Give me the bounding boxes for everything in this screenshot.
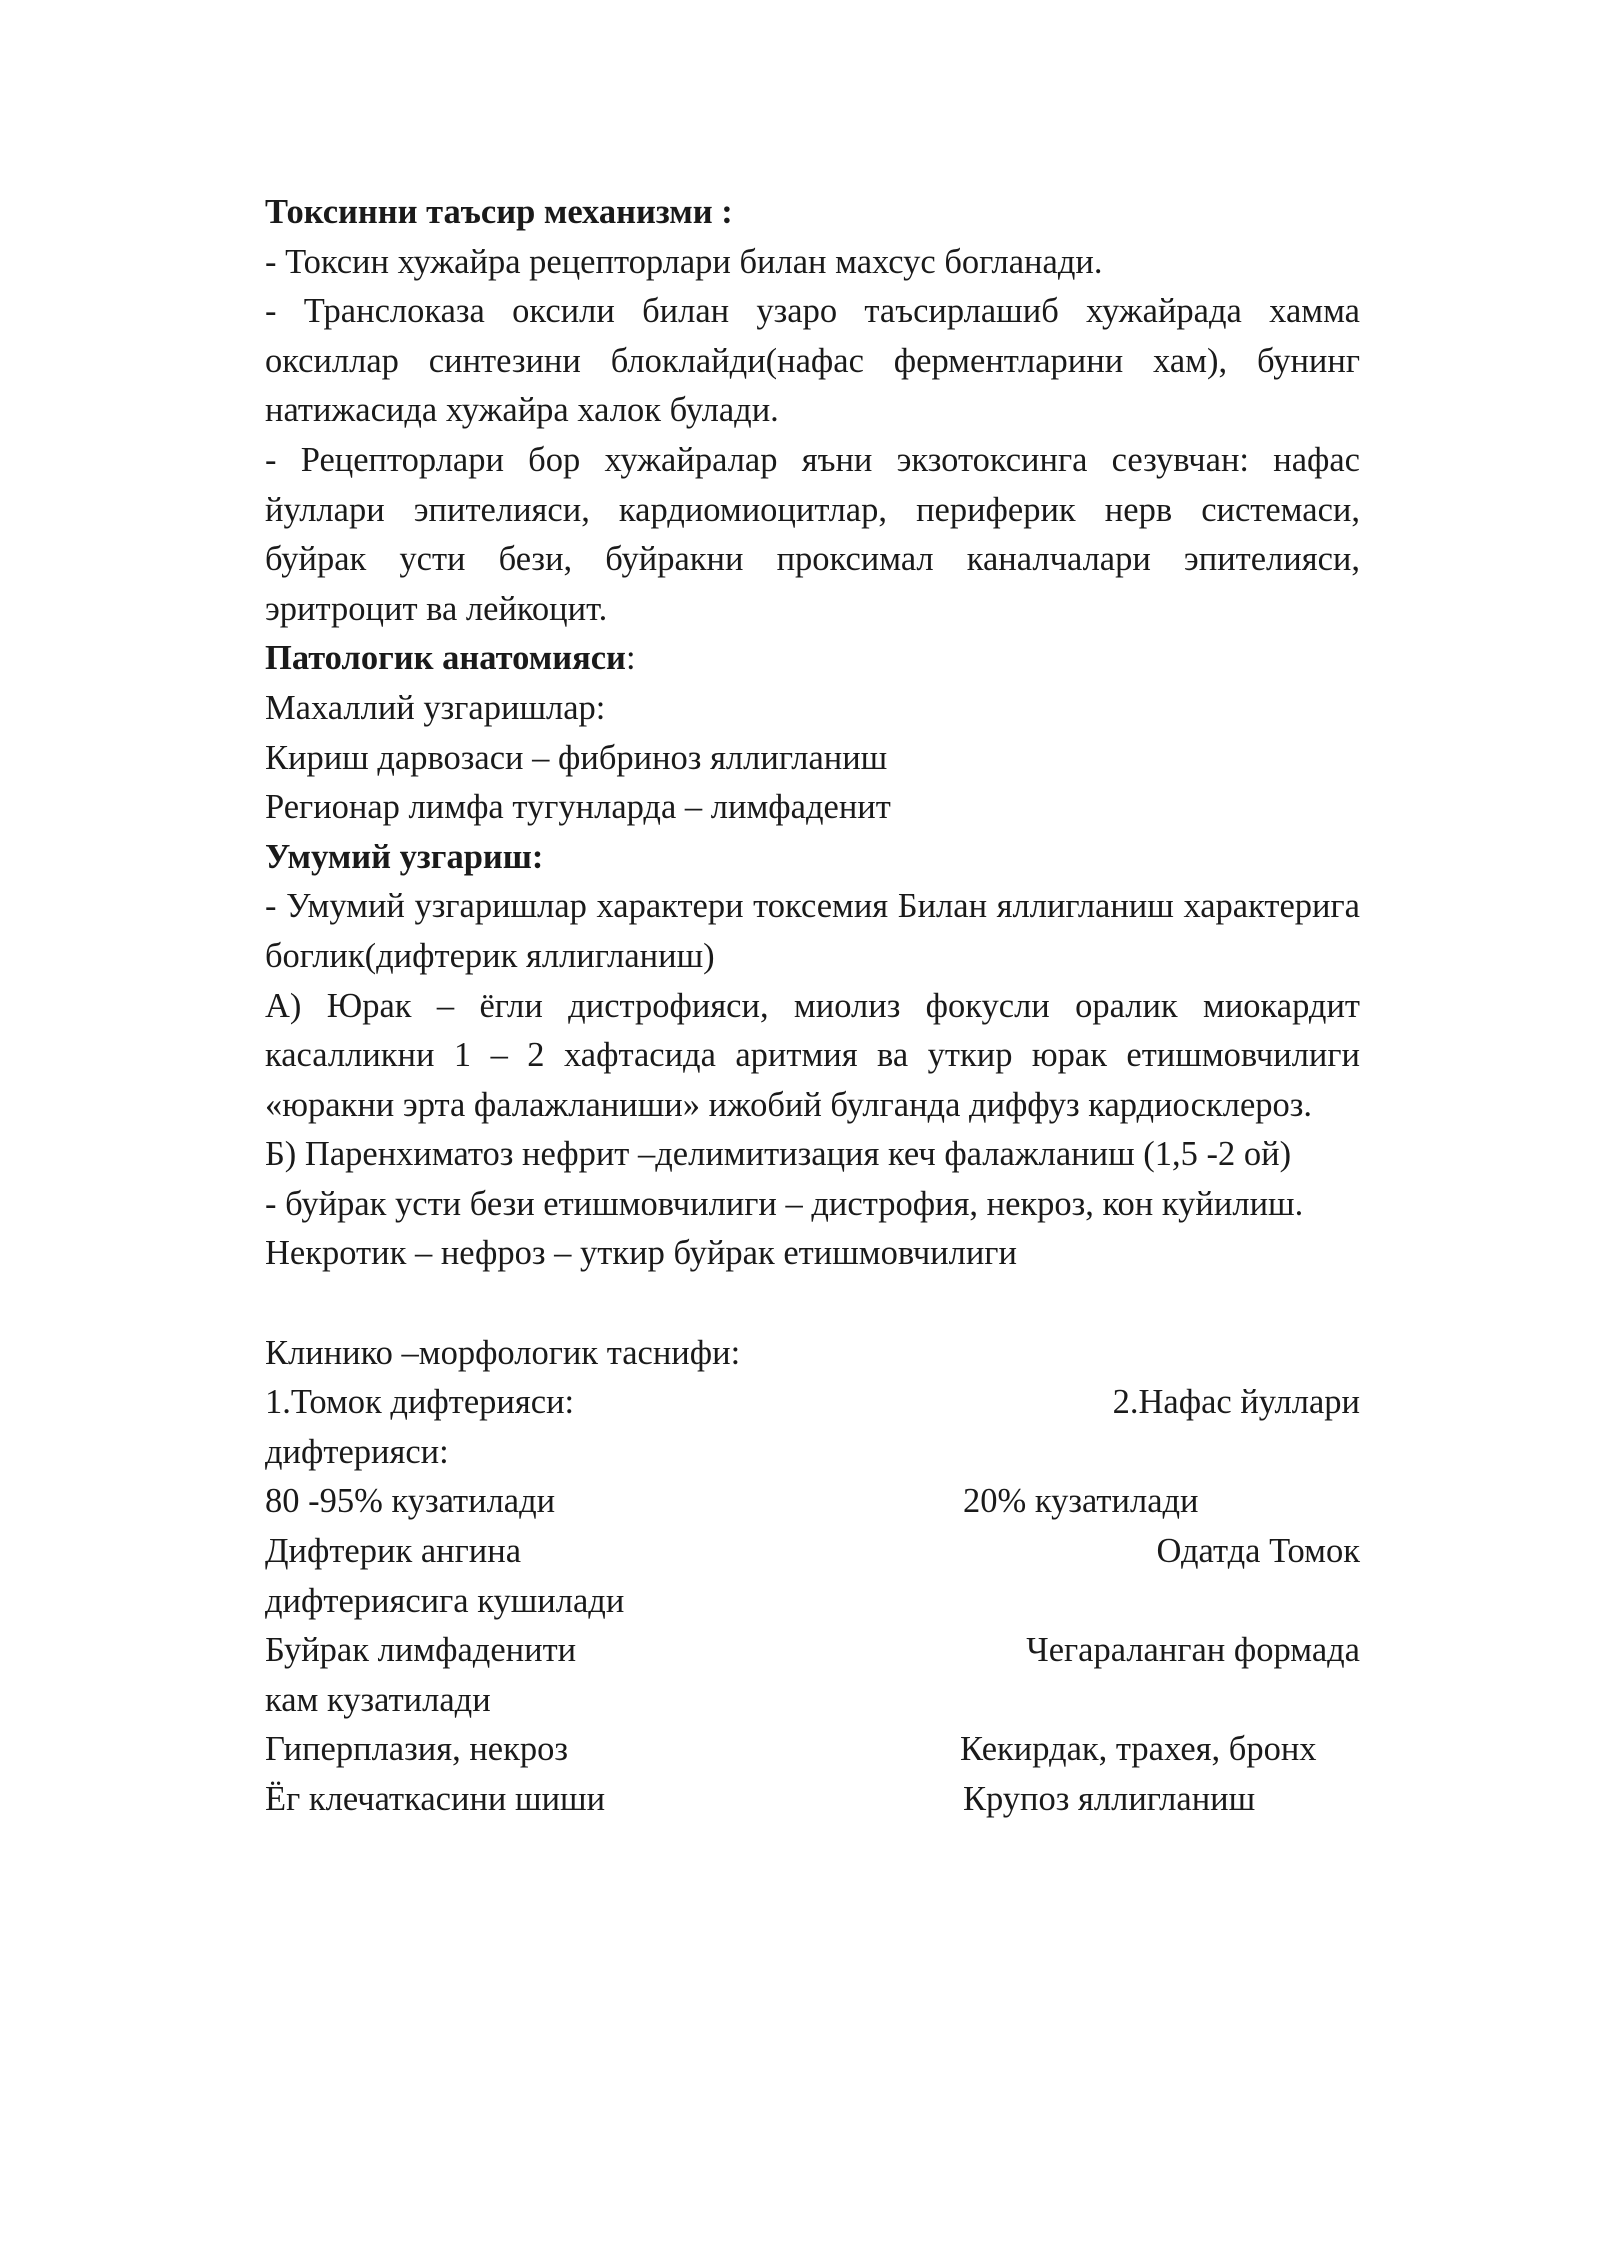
mechanism-paragraph-2: - Транслоказа оксили билан узаро таъсирлашиб хужайрада хамма оксиллар синтезини блоклайди(нафас ферментларини хам), бунинг натижасида хужайра халок булади. [265,292,1360,430]
classification-row-3-right: Одатда Томок [1156,1532,1360,1571]
local-changes-label: Махаллий узгаришлар: [265,688,606,727]
classification-row-5 [265,1725,1360,1775]
pathology-heading-line [265,634,1360,684]
classification-row-3 [265,1527,1360,1577]
general-paragraph-1: - Умумий узгаришлар характери токсемия Билан яллигланиш характерига боглик(дифтерик яллигланиш) [265,887,1360,975]
classification-row-6-left: Ёг клечаткасини шиши [265,1780,606,1818]
classification-row-3-wrap: дифтериясига кушилади [265,1581,625,1620]
classification-row-1-wrap: дифтерияси: [265,1432,449,1471]
general-paragraph-b: Б) Паренхиматоз нефрит –делимитизация кеч фалажланиш (1,5 -2 ой) [265,1135,1292,1174]
general-paragraph-c: - буйрак усти бези етишмовчилиги – дистрофия, некроз, кон куйилиш. [265,1184,1304,1223]
local-change-1: Кириш дарвозаси – фибриноз яллигланиш [265,738,888,777]
general-heading: Умумий узгариш: [265,837,544,876]
classification-row-3-left: Дифтерик ангина [265,1532,522,1571]
general-paragraph-a: А) Юрак – ёгли дистрофияси, миолиз фокусли оралик миокардит касалликни 1 – 2 хафтасида аритмия ва уткир юрак етишмовчилиги «юракни эрта фалажланиши» ижобий булганда диффуз кардиосклероз. [265,986,1360,1124]
classification-row-5-right: Кекирдак, трахея, бронх [960,1730,1317,1769]
classification-row-2-right: 20% кузатилади [963,1482,1199,1521]
blank-line [265,1279,1360,1329]
classification-row-1-left: 1.Томок дифтерияси: [265,1383,575,1422]
classification-row-4-left: Буйрак лимфаденити [265,1631,577,1670]
pathology-heading: Патологик анатомияси [265,639,626,678]
classification-row-2-left: 80 -95% кузатилади [265,1482,556,1521]
classification-row-1-right: 2.Нафас йуллари [1112,1383,1360,1422]
classification-row-2 [265,1477,1360,1527]
classification-row-4 [265,1626,1360,1676]
classification-row-5-left: Гиперплазия, некроз [265,1730,568,1769]
classification-heading: Клинико –морфологик таснифи: [265,1333,741,1372]
pathology-colon: : [625,639,636,678]
mechanism-paragraph-3: - Рецепторлари бор хужайралар яъни экзотоксинга сезувчан: нафас йуллари эпителияси, кардиомиоцитлар, периферик нерв системаси, буйрак усти бези, буйракни проксимал каналчалари эпителияси, эритроцит ва лейкоцит. [265,440,1360,628]
classification-row-6-right: Крупоз яллигланиш [963,1780,1256,1818]
mechanism-heading: Токсинни таъсир механизми : [265,193,733,231]
classification-row-4-wrap: кам кузатилади [265,1680,491,1719]
general-paragraph-d: Некротик – нефроз – уткир буйрак етишмовчилиги [265,1234,1017,1273]
local-change-2: Регионар лимфа тугунларда – лимфаденит [265,788,891,827]
classification-row-4-right: Чегараланган формада [1026,1631,1360,1670]
classification-row-6 [265,1775,1360,1825]
mechanism-paragraph-1: - Токсин хужайра рецепторлари билан махсус богланади. [265,242,1103,281]
classification-row-1 [265,1378,1360,1428]
